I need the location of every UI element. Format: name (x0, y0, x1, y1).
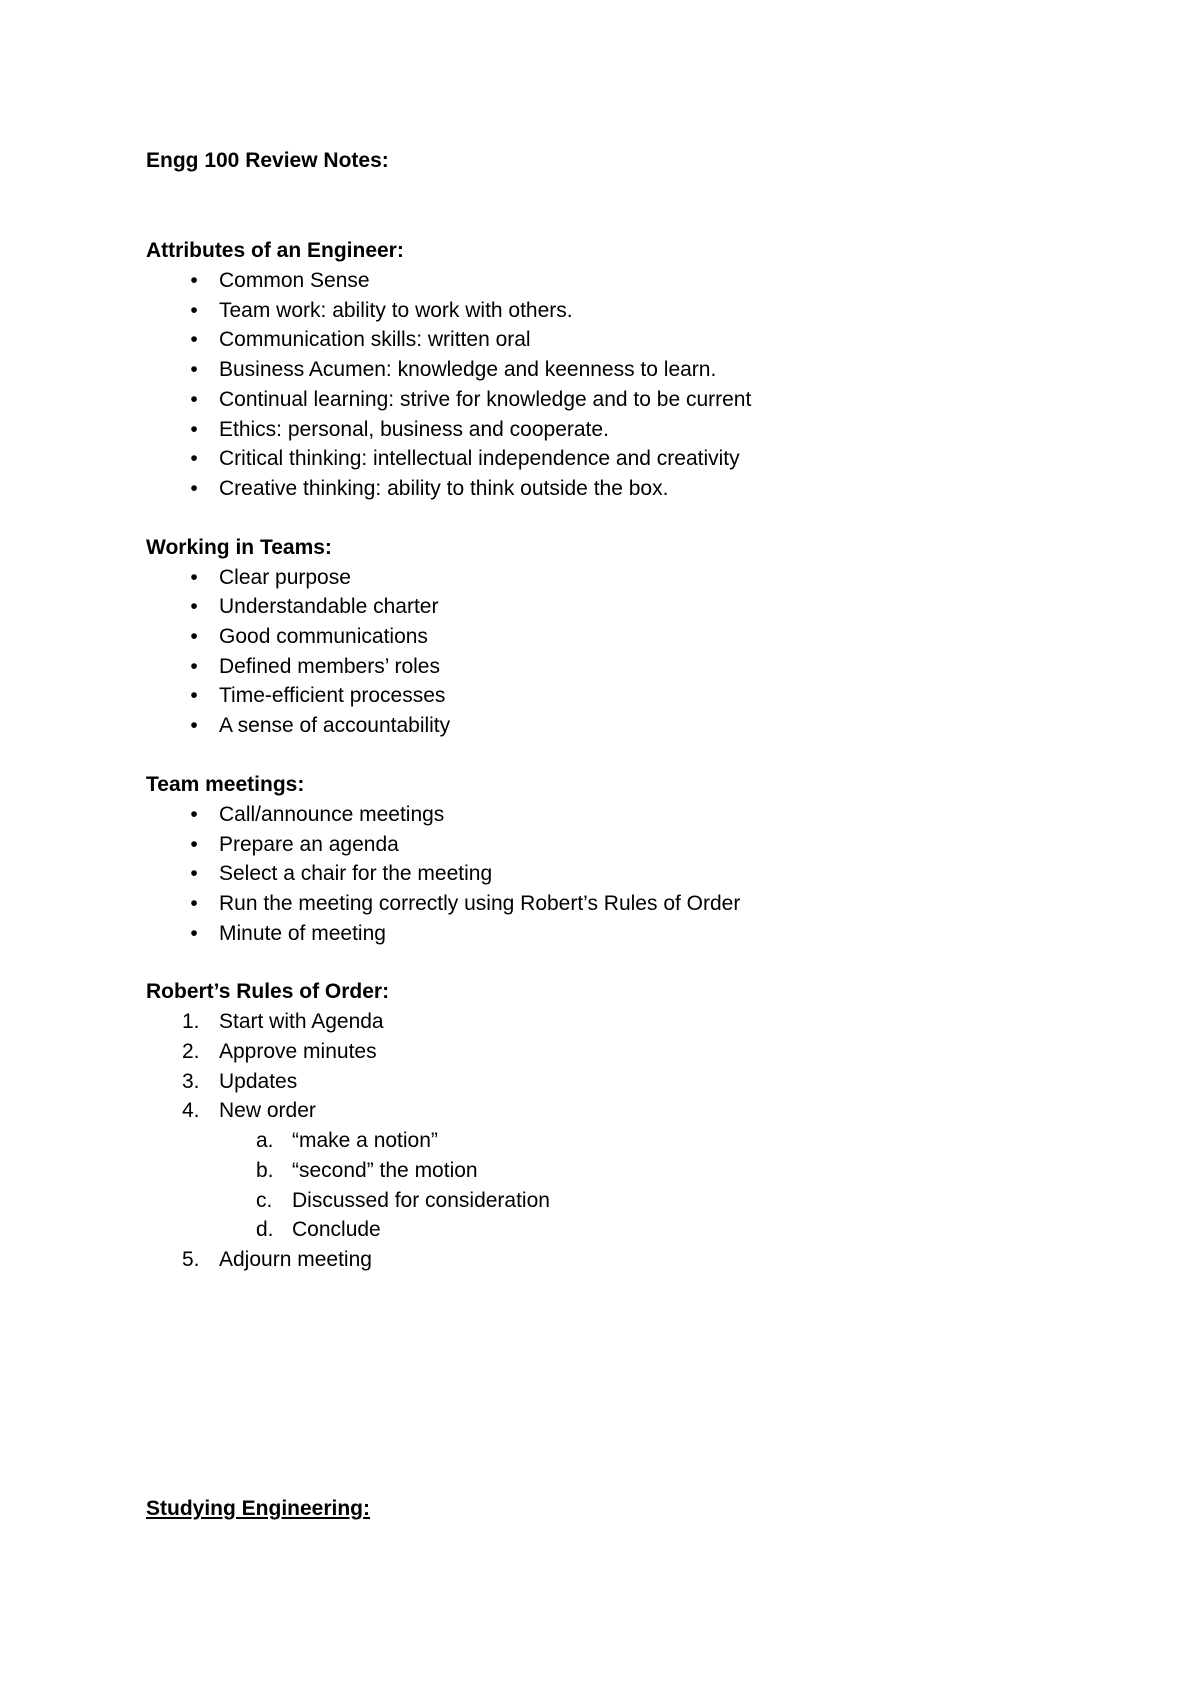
list-item (146, 1096, 1106, 1126)
list-item (146, 652, 1106, 682)
bullet-icon: • (190, 298, 198, 322)
teams-list (146, 563, 1106, 741)
list-item-text: Run the meeting correctly using Robert’s Rules of Order (219, 891, 741, 915)
sub-list-item-text: “second” the motion (292, 1158, 478, 1182)
list-item-text: Minute of meeting (219, 921, 386, 945)
sub-list-item-text: “make a notion” (292, 1129, 438, 1153)
list-number: 4. (182, 1099, 200, 1123)
list-item-text: Adjourn meeting (219, 1247, 372, 1271)
spacer (146, 1275, 1106, 1494)
list-item (146, 681, 1106, 711)
list-item-text: Understandable charter (219, 595, 439, 619)
list-item (146, 622, 1106, 652)
list-item (146, 919, 1106, 949)
sub-list-item-text: Discussed for consideration (292, 1188, 550, 1212)
list-item-text: Clear purpose (219, 565, 351, 589)
list-item-text: Time-efficient processes (219, 684, 446, 708)
list-item (146, 355, 1106, 385)
bullet-icon: • (190, 565, 198, 589)
sub-list-letter: c. (256, 1188, 273, 1212)
list-item-text: Call/announce meetings (219, 802, 445, 826)
bullet-icon: • (190, 891, 198, 915)
bullet-icon: • (190, 684, 198, 708)
document-body (146, 146, 1106, 1524)
list-item-text: Updates (219, 1069, 298, 1093)
bullet-icon: • (190, 921, 198, 945)
bullet-icon: • (190, 447, 198, 471)
meetings-list (146, 800, 1106, 949)
list-item-text: Critical thinking: intellectual independence and creativity (219, 447, 740, 471)
list-item-text: Creative thinking: ability to think outside the box. (219, 476, 669, 500)
spacer (146, 948, 1106, 977)
list-number: 5. (182, 1247, 200, 1271)
list-item (146, 266, 1106, 296)
spacer (146, 741, 1106, 770)
list-item (146, 711, 1106, 741)
bullet-icon: • (190, 417, 198, 441)
list-item-text: Continual learning: strive for knowledge and to be current (219, 387, 752, 411)
list-item-text: Start with Agenda (219, 1010, 384, 1034)
list-item (146, 859, 1106, 889)
document-title: Engg 100 Review Notes: (146, 149, 389, 172)
list-item-text: A sense of accountability (219, 714, 451, 738)
bullet-icon: • (190, 269, 198, 292)
list-item (146, 830, 1106, 860)
bullet-icon: • (190, 387, 198, 411)
section-heading-meetings: Team meetings: (146, 772, 305, 796)
list-item (146, 385, 1106, 415)
bullet-icon: • (190, 832, 198, 856)
list-number: 3. (182, 1069, 200, 1093)
list-item (146, 889, 1106, 919)
bullet-icon: • (190, 625, 198, 649)
section-heading-rules: Robert’s Rules of Order: (146, 980, 390, 1004)
list-item (146, 1067, 1106, 1097)
list-item (146, 296, 1106, 326)
list-item (146, 1007, 1106, 1037)
list-item-text: Ethics: personal, business and cooperate. (219, 417, 609, 441)
list-item (146, 800, 1106, 830)
sub-list-letter: d. (256, 1218, 274, 1242)
bullet-icon: • (190, 595, 198, 619)
bullet-icon: • (190, 802, 198, 826)
list-item (146, 474, 1106, 504)
list-item (146, 325, 1106, 355)
sub-list-item-text: Conclude (292, 1218, 381, 1242)
list-item (146, 1245, 1106, 1275)
bullet-icon: • (190, 358, 198, 382)
list-item-text: Common Sense (219, 269, 370, 292)
list-item-text: New order (219, 1099, 316, 1123)
sub-list-letter: b. (256, 1158, 274, 1182)
section-heading-studying: Studying Engineering: (146, 1496, 370, 1520)
list-number: 2. (182, 1040, 200, 1064)
sub-list-item (146, 1126, 1106, 1156)
list-item-text: Good communications (219, 625, 428, 649)
list-number: 1. (182, 1010, 200, 1034)
bullet-icon: • (190, 654, 198, 678)
list-item-text: Prepare an agenda (219, 832, 399, 856)
list-item (146, 1037, 1106, 1067)
sub-list-letter: a. (256, 1129, 274, 1153)
rules-list (146, 1007, 1106, 1274)
list-item (146, 415, 1106, 445)
bullet-icon: • (190, 328, 198, 352)
list-item (146, 444, 1106, 474)
list-item-text: Communication skills: written oral (219, 328, 531, 352)
list-item (146, 563, 1106, 593)
list-item (146, 592, 1106, 622)
sub-list-item (146, 1215, 1106, 1245)
sub-list-item (146, 1186, 1106, 1216)
bullet-icon: • (190, 714, 198, 738)
spacer (146, 504, 1106, 533)
list-item-text: Business Acumen: knowledge and keenness to learn. (219, 358, 717, 382)
list-item-text: Defined members’ roles (219, 654, 440, 678)
list-item-text: Approve minutes (219, 1040, 377, 1064)
bullet-icon: • (190, 476, 198, 500)
bullet-icon: • (190, 862, 198, 886)
section-heading-attributes: Attributes of an Engineer: (146, 239, 404, 262)
attributes-list (146, 266, 1106, 504)
spacer (146, 176, 1106, 236)
list-item-text: Select a chair for the meeting (219, 862, 493, 886)
list-item-text: Team work: ability to work with others. (219, 298, 573, 322)
section-heading-teams: Working in Teams: (146, 535, 332, 559)
sub-list-item (146, 1156, 1106, 1186)
